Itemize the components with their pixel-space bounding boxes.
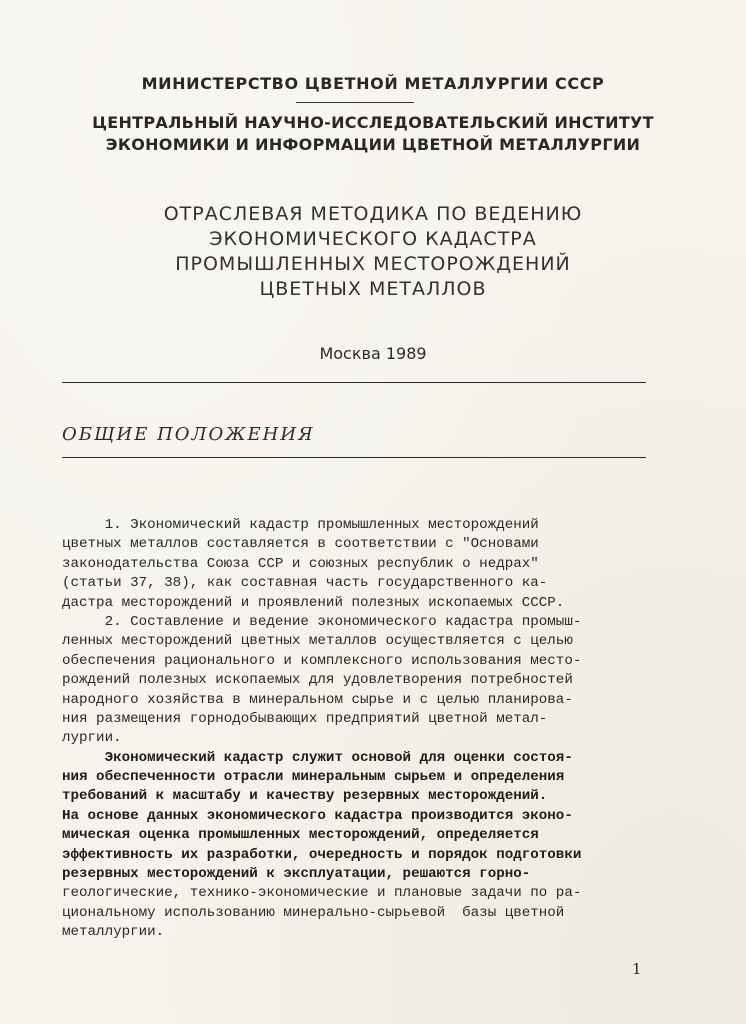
text-line: ния размещения горнодобывающих предприятий цветной метал- [62,710,548,727]
text-line: эффективность их разработки, очередность и порядок подготовки [62,846,582,863]
text-line: циональному использованию минерально-сырьевой базы цветной [62,904,565,921]
text-line: металлургии. [62,924,165,941]
text-line: ния обеспеченности отрасли минеральным сырьем и определения [62,769,565,786]
title-line-3: ПРОМЫШЛЕННЫХ МЕСТОРОЖДЕНИЙ [175,253,571,275]
text-line: ленных месторождений цветных металлов осуществляется с целью [62,633,573,650]
ministry-heading: МИНИСТЕРСТВО ЦВЕТНОЙ МЕТАЛЛУРГИИ СССР [141,74,605,93]
text-line: Экономический кадастр служит основой для оценки состоя- [62,749,573,766]
text-line: лургии. [62,730,122,747]
text-line: обеспечения рационального и комплексного использования место- [62,652,582,669]
institute-line-2: ЭКОНОМИКИ И ИНФОРМАЦИИ ЦВЕТНОЙ МЕТАЛЛУРГИИ [105,135,641,154]
divider-bottom [62,457,646,458]
title-line-2: ЭКОНОМИЧЕСКОГО КАДАСТРА [209,228,537,250]
text-line: дастра месторождений и проявлений полезных ископаемых СССР. [62,594,565,611]
section-title: ОБЩИЕ ПОЛОЖЕНИЯ [62,424,315,445]
page-number: 1 [632,960,642,978]
paragraph-3 [62,749,632,943]
institute-heading [0,112,746,156]
text-line: рождений полезных ископаемых для удовлетворения потребностей [62,672,573,689]
text-line: 2. Составление и ведение экономического кадастра промыш- [62,613,582,630]
institute-line-1: ЦЕНТРАЛЬНЫЙ НАУЧНО-ИССЛЕДОВАТЕЛЬСКИЙ ИНСТИТУТ [92,113,654,132]
document-title [0,202,746,302]
text-line: На основе данных экономического кадастра производится эконо- [62,807,573,824]
place-year: Москва 1989 [319,344,427,363]
divider-top [62,382,646,383]
text-line: законодательства Союза ССР и союзных республик о недрах" [62,555,539,572]
text-line: народного хозяйства в минеральном сырье и с целью планирова- [62,691,573,708]
text-line: (статьи 37, 38), как составная часть государственного ка- [62,575,548,592]
text-line: мическая оценка промышленных месторождений, определяется [62,827,539,844]
text-line: 1. Экономический кадастр промышленных месторождений [62,517,539,533]
text-line: требований к масштабу и качеству резервных месторождений. [62,788,548,805]
paragraph-1 [62,516,632,613]
ministry-underline [296,102,414,103]
body-text [62,516,632,943]
title-line-1: ОТРАСЛЕВАЯ МЕТОДИКА ПО ВЕДЕНИЮ [163,203,583,225]
text-line: резервных месторождений к эксплуатации, решаются горно- [62,866,531,883]
title-line-4: ЦВЕТНЫХ МЕТАЛЛОВ [259,278,487,300]
paragraph-2 [62,613,632,749]
text-line: цветных металлов составляется в соответствии с "Основами [62,536,539,553]
text-line: геологические, технико-экономические и плановые задачи по ра- [62,885,582,902]
